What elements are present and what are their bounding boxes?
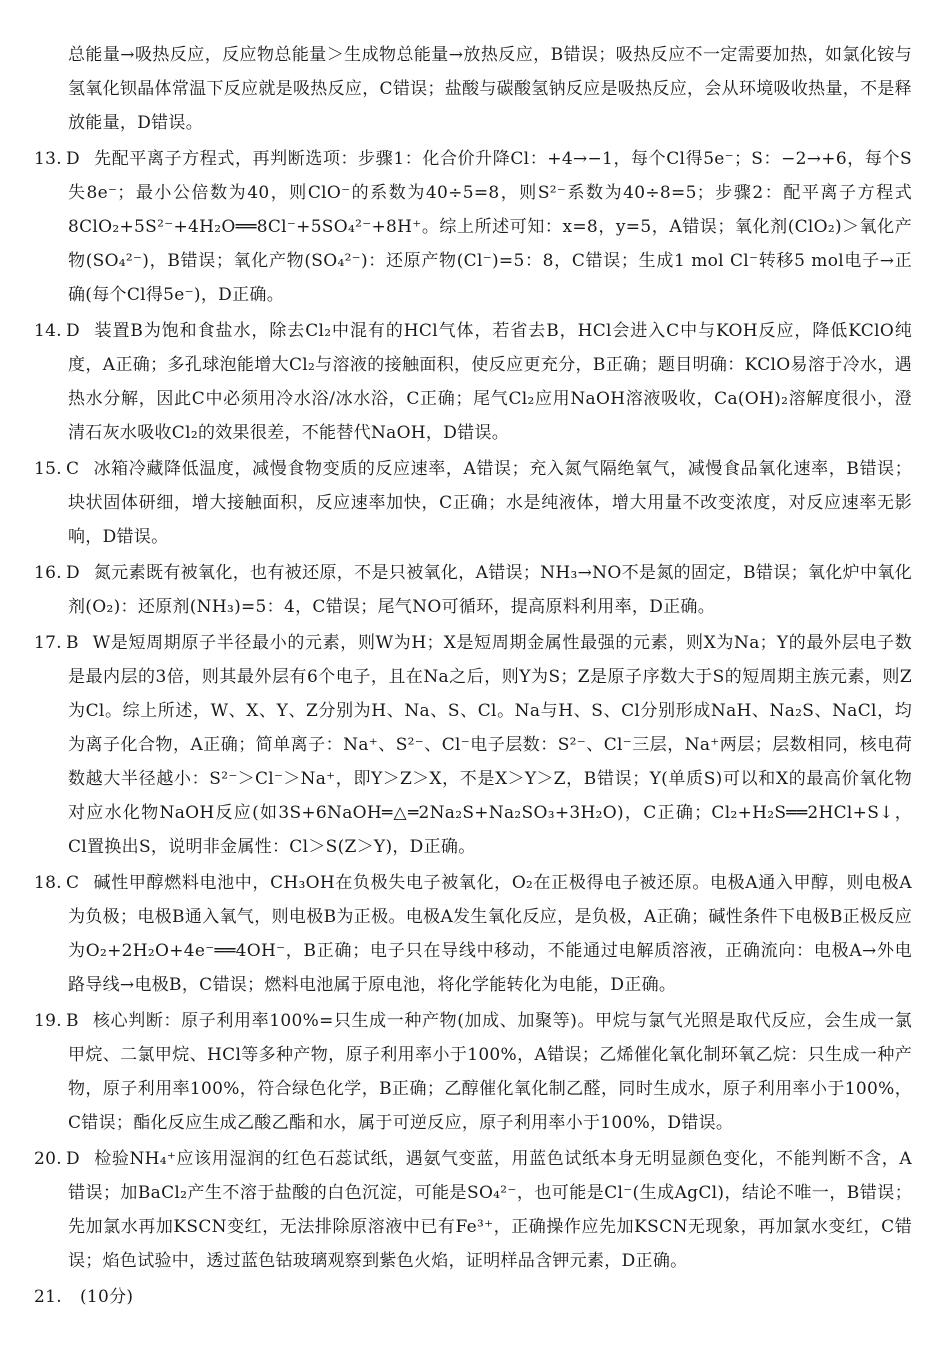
item-explanation: 先配平离子方程式，再判断选项：步骤1：化合价升降Cl：+4→−1，每个Cl得5e⁻；S：−2→+6，每个S失8e⁻；最小公倍数为40，则ClO⁻的系数为40÷5=8，则S²⁻系数为40÷8=5；步骤2：配平离子方程式8ClO₂+5S²⁻+4H₂O══8Cl⁻+5SO₄²⁻+8H⁺。综上所述可知：x=8，y=5，A错误；氧化剂(ClO₂)＞氧化产物(SO₄²⁻)，B错误；氧化产物(SO₄²⁻)：还原产物(Cl⁻)=5：8，C错误；生成1 mol Cl⁻转移5 mol电子→正确(每个Cl得5e⁻)，D正确。 (68, 149, 912, 305)
item-explanation: W是短周期原子半径最小的元素，则W为H；X是短周期金属性最强的元素，则X为Na；Y的最外层电子数是最内层的3倍，则其最外层有6个电子，且在Na之后，则Y为S；Z是原子序数大于S的短周期主族元素，则Z为Cl。综上所述，W、X、Y、Z分别为H、Na、S、Cl。Na与H、S、Cl分别形成NaH、Na₂S、NaCl，均为离子化合物，A正确；简单离子：Na⁺、S²⁻、Cl⁻电子层数：S²⁻、Cl⁻三层，Na⁺两层；层数相同，核电荷数越大半径越小：S²⁻＞Cl⁻＞Na⁺，即Y＞Z＞X，不是X＞Y＞Z，B错误；Y(单质S)可以和X的最高价氧化物对应水化物NaOH反应(如3S+6NaOH═△═2Na₂S+Na₂SO₃+3H₂O)，C正确；Cl₂+H₂S══2HCl+S↓，Cl置换出S，说明非金属性：Cl＞S(Z＞Y)，D正确。 (68, 633, 912, 857)
answer-list (34, 142, 912, 1314)
item-answer: C (65, 873, 80, 893)
item-number: 20. (34, 1149, 62, 1169)
answer-item-19 (34, 1004, 912, 1140)
item-answer: D (65, 321, 80, 341)
item-number: 19. (34, 1011, 62, 1031)
answer-item-21 (34, 1280, 912, 1314)
item-answer: B (65, 633, 79, 653)
item-explanation: (10分) (79, 1287, 134, 1307)
item-explanation: 碱性甲醇燃料电池中，CH₃OH在负极失电子被氧化，O₂在正极得电子被还原。电极A通入甲醇，则电极A为负极；电极B通入氧气，则电极B为正极。电极A发生氧化反应，是负极，A正确；碱性条件下电极B正极反应为O₂+2H₂O+4e⁻══4OH⁻，B正确；电子只在导线中移动，不能通过电解质溶液，正确流向：电极A→外电路导线→电极B，C错误；燃料电池属于原电池，将化学能转化为电能，D正确。 (68, 873, 912, 995)
item-answer: D (65, 1149, 80, 1169)
item-explanation: 检验NH₄⁺应该用湿润的红色石蕊试纸，遇氨气变蓝，用蓝色试纸本身无明显颜色变化，不能判断不含，A错误；加BaCl₂产生不溶于盐酸的白色沉淀，可能是SO₄²⁻，也可能是Cl⁻(生成AgCl)，结论不唯一，B错误；先加氯水再加KSCN变红，无法排除原溶液中已有Fe³⁺，正确操作应先加KSCN无现象，再加氯水变红，C错误；焰色试验中，透过蓝色钴玻璃观察到紫色火焰，证明样品含钾元素，D正确。 (68, 1149, 912, 1271)
answer-item-18 (34, 866, 912, 1002)
answer-item-14 (34, 314, 912, 450)
item-answer: D (65, 563, 80, 583)
answer-item-13 (34, 142, 912, 312)
item-explanation: 装置B为饱和食盐水，除去Cl₂中混有的HCl气体，若省去B，HCl会进入C中与KOH反应，降低KClO纯度，A正确；多孔球泡能增大Cl₂与溶液的接触面积，使反应更充分，B正确；题目明确：KClO易溶于冷水，遇热水分解，因此C中必须用冷水浴/冰水浴，C正确；尾气Cl₂应用NaOH溶液吸收，Ca(OH)₂溶解度很小，澄清石灰水吸收Cl₂的效果很差，不能替代NaOH，D错误。 (68, 321, 912, 443)
answer-item-15 (34, 452, 912, 554)
item-explanation: 氮元素既有被氧化，也有被还原，不是只被氧化，A错误；NH₃→NO不是氮的固定，B错误；氧化炉中氧化剂(O₂)：还原剂(NH₃)=5：4，C错误；尾气NO可循环，提高原料利用率，D正确。 (68, 563, 912, 617)
answer-item-20 (34, 1142, 912, 1278)
item-number: 15. (34, 459, 62, 479)
item-number: 13. (34, 149, 62, 169)
answer-item-16 (34, 556, 912, 624)
item-answer: C (65, 459, 80, 479)
intro-paragraph: 总能量→吸热反应，反应物总能量＞生成物总能量→放热反应，B错误；吸热反应不一定需要加热，如氯化铵与氢氧化钡晶体常温下反应就是吸热反应，C错误；盐酸与碳酸氢钠反应是吸热反应，会从环境吸收热量，不是释放能量，D错误。 (68, 45, 912, 133)
item-explanation: 冰箱冷藏降低温度，减慢食物变质的反应速率，A错误；充入氮气隔绝氧气，减慢食品氧化速率，B错误；块状固体研细，增大接触面积，反应速率加快，C正确；水是纯液体，增大用量不改变浓度，对反应速率无影响，D错误。 (68, 459, 912, 547)
item-number: 18. (34, 873, 62, 893)
item-answer: B (65, 1011, 79, 1031)
item-number: 17. (34, 633, 62, 653)
item-number: 14. (34, 321, 62, 341)
item-number: 16. (34, 563, 62, 583)
answer-item-17 (34, 626, 912, 864)
item-answer: D (65, 149, 80, 169)
item-number: 21. (34, 1287, 62, 1307)
item-explanation: 核心判断：原子利用率100%=只生成一种产物(加成、加聚等)。甲烷与氯气光照是取代反应，会生成一氯甲烷、二氯甲烷、HCl等多种产物，原子利用率小于100%，A错误；乙烯催化氧化制环氧乙烷：只生成一种产物，原子利用率100%，符合绿色化学，B正确；乙醇催化氧化制乙醛，同时生成水，原子利用率小于100%，C错误；酯化反应生成乙酸乙酯和水，属于可逆反应，原子利用率小于100%，D错误。 (68, 1011, 912, 1133)
